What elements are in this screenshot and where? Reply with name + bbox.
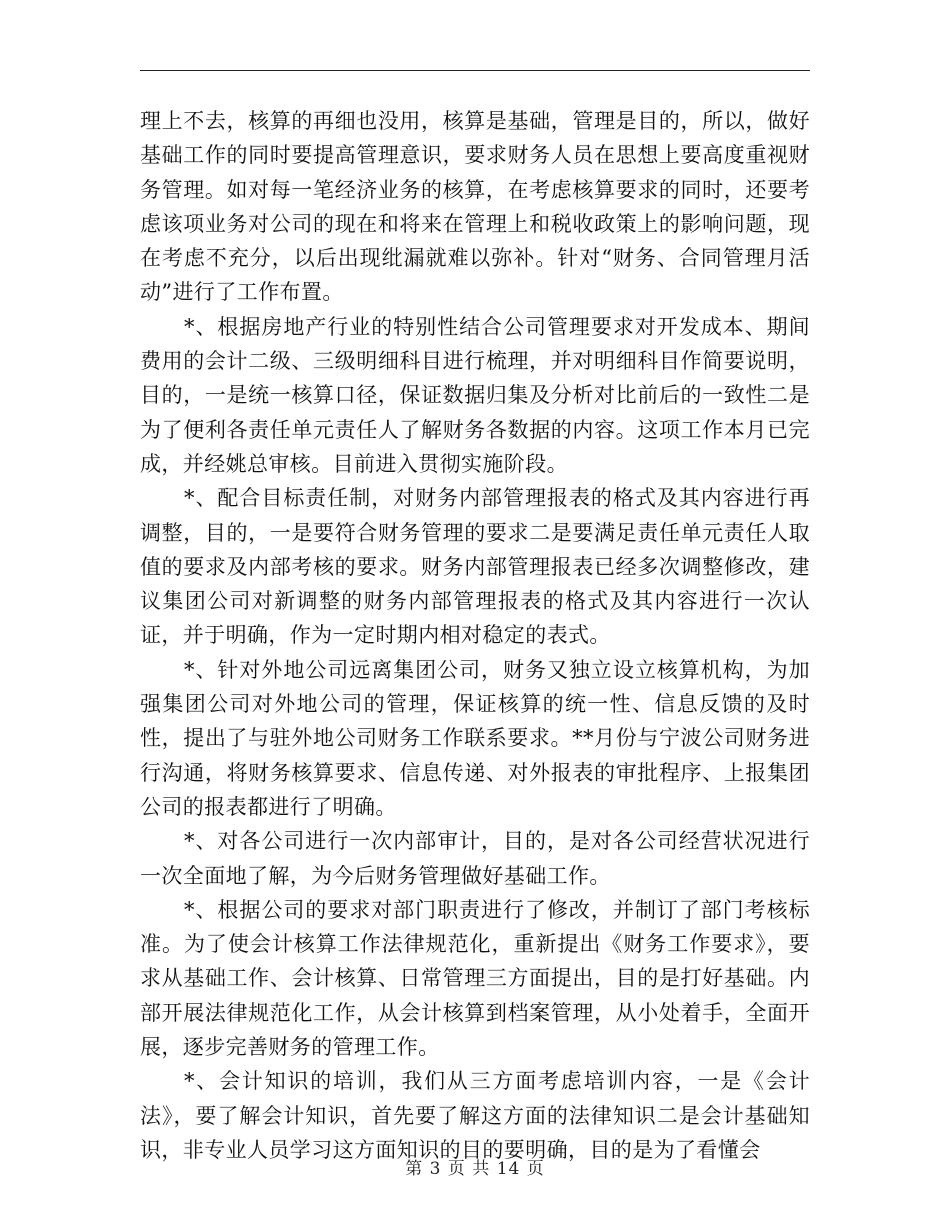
paragraph-1: 理上不去，核算的再细也没用，核算是基础，管理是目的，所以，做好基础工作的同时要提高管理意识，要求财务人员在思想上要高度重视财务管理。如对每一笔经济业务的核算，在考虑核算要求的同时，还要考虑该项业务对公司的现在和将来在管理上和税收政策上的影响问题，现在考虑不充分，以后出现纰漏就难以弥补。针对“财务、合同管理月活动”进行了工作布置。 [140, 109, 810, 305]
paragraph-2: *、根据房地产行业的特别性结合公司管理要求对开发成本、期间费用的会计二级、三级明细科目进行梳理，并对明细科目作简要说明，目的，一是统一核算口径，保证数据归集及分析对比前后的一致性二是为了便利各责任单元责任人了解财务各数据的内容。这项工作本月已完成，并经姚总审核。目前进入贯彻实施阶段。 [140, 314, 810, 476]
document-body [140, 104, 810, 1167]
paragraph-5: *、对各公司进行一次内部审计，目的，是对各公司经营状况进行一次全面地了解，为今后财务管理做好基础工作。 [140, 829, 810, 888]
footer-total-pages: 14 [496, 1159, 521, 1179]
footer-suffix: 页 [526, 1159, 545, 1179]
footer-prefix: 第 [405, 1159, 424, 1179]
header-rule [140, 70, 810, 71]
footer-page-number: 3 [429, 1159, 442, 1179]
paragraph-4: *、针对外地公司远离集团公司，财务又独立设立核算机构，为加强集团公司对外地公司的管理，保证核算的统一性、信息反馈的及时性，提出了与驻外地公司财务工作联系要求。**月份与宁波公司财务进行沟通，将财务核算要求、信息传递、对外报表的审批程序、上报集团公司的报表都进行了明确。 [140, 657, 810, 819]
footer-middle: 页 共 [447, 1159, 491, 1179]
paragraph-3: *、配合目标责任制，对财务内部管理报表的格式及其内容进行再调整，目的，一是要符合财务管理的要求二是要满足责任单元责任人取值的要求及内部考核的要求。财务内部管理报表已经多次调整修改，建议集团公司对新调整的财务内部管理报表的格式及其内容进行一次认证，并于明确，作为一定时期内相对稳定的表式。 [140, 486, 810, 648]
paragraph-7: *、会计知识的培训，我们从三方面考虑培训内容，一是《会计法》，要了解会计知识，首先要了解这方面的法律知识二是会计基础知识，非专业人员学习这方面知识的目的要明确，目的是为了看懂会 [140, 1069, 810, 1162]
paragraph-6: *、根据公司的要求对部门职责进行了修改，并制订了部门考核标准。为了使会计核算工作法律规范化，重新提出《财务工作要求》，要求从基础工作、会计核算、日常管理三方面提出，目的是打好基础。内部开展法律规范化工作，从会计核算到档案管理，从小处着手，全面开展，逐步完善财务的管理工作。 [140, 897, 810, 1060]
page-footer [0, 1154, 950, 1179]
